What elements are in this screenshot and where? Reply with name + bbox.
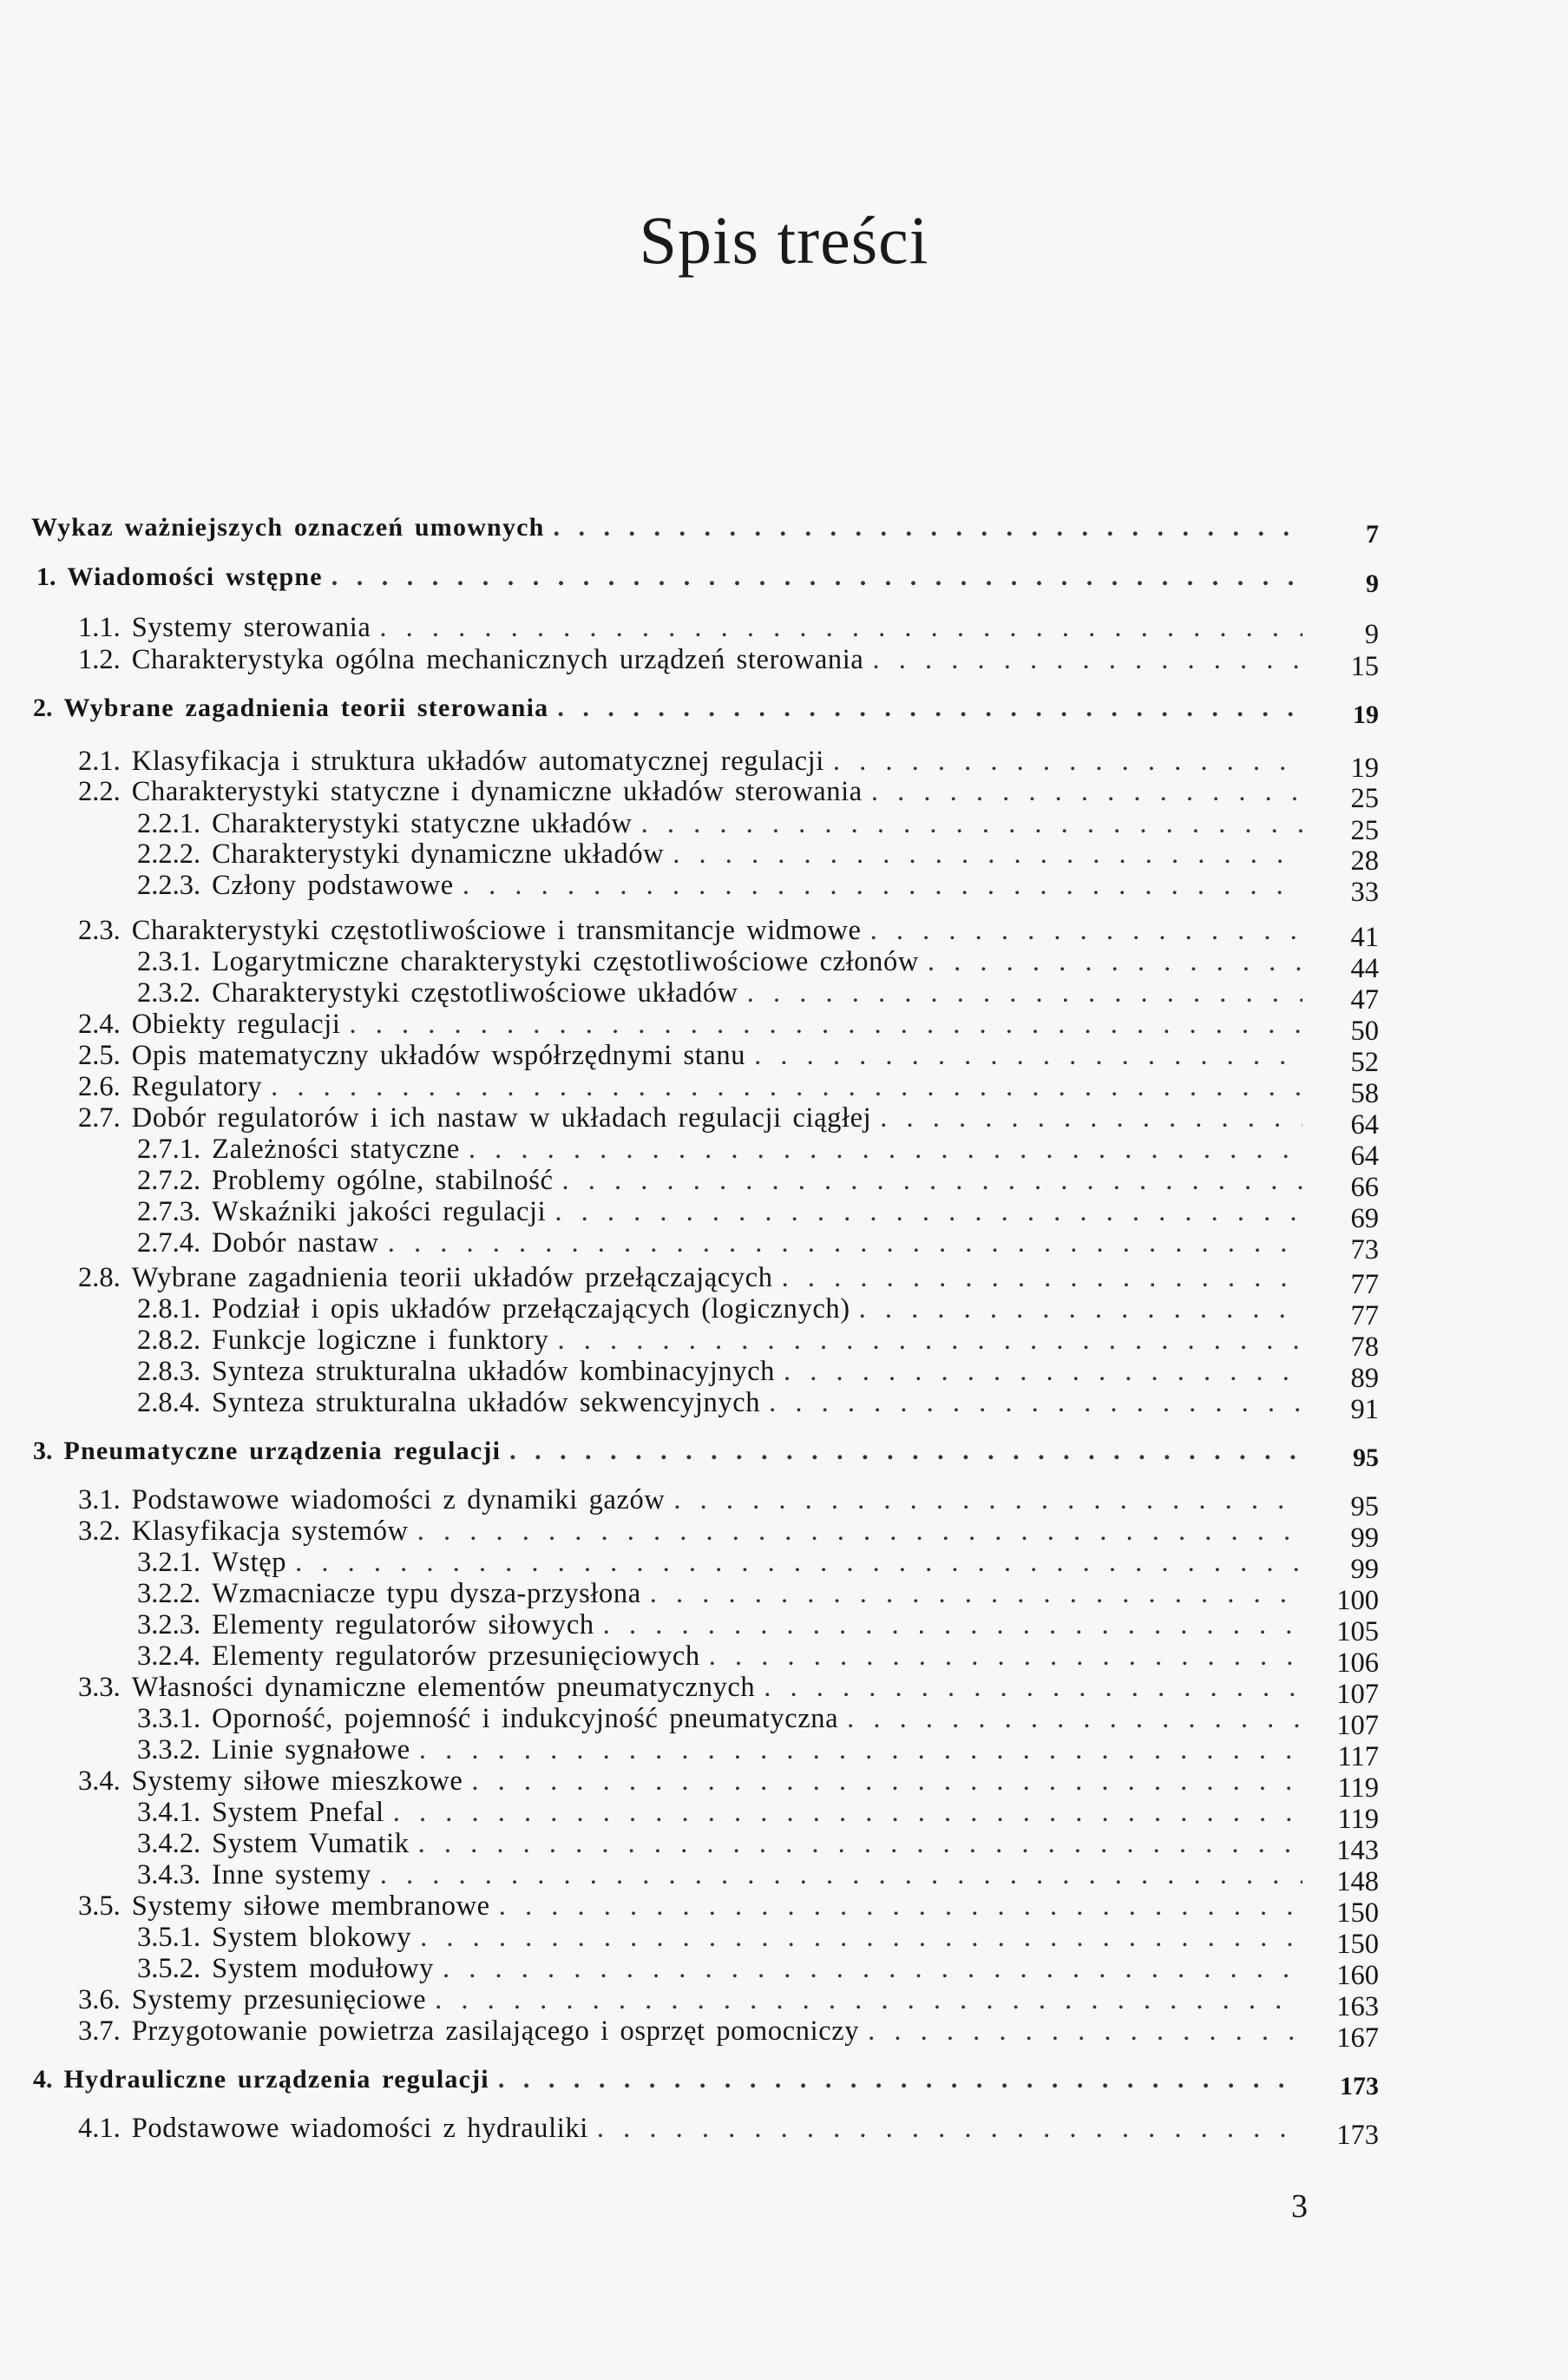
toc-entry-title: Charakterystyki dynamiczne układów	[212, 838, 665, 870]
toc-entry-number: 2.8.1.	[137, 1293, 201, 1325]
toc-entry-number: 2.1.	[78, 746, 121, 777]
toc-entry-number: 2.	[33, 694, 53, 722]
dot-leader	[469, 1132, 1302, 1167]
toc-entry-title: Obiekty regulacji	[131, 1009, 341, 1040]
toc-entry-page: 73	[1350, 1234, 1379, 1266]
toc-entry-page: 69	[1350, 1203, 1379, 1234]
toc-entry-title: System blokowy	[212, 1922, 412, 1953]
toc-entry-number: 2.6.	[78, 1071, 121, 1102]
toc-entry-number: 3.3.1.	[137, 1703, 201, 1734]
toc-entry-page: 163	[1336, 1991, 1379, 2022]
toc-entry-title: Podział i opis układów przełączających (logicznych)	[212, 1293, 850, 1325]
toc-entry-title: Charakterystyki częstotliwościowe układów	[212, 977, 738, 1009]
dot-leader	[331, 560, 1302, 595]
toc-entry-page: 66	[1350, 1172, 1379, 1203]
toc-entry-title: System Vumatik	[212, 1828, 410, 1859]
toc-entry	[78, 2111, 1379, 2151]
dot-leader	[833, 744, 1302, 779]
toc-entry	[78, 2014, 1379, 2054]
dot-leader	[554, 1194, 1302, 1229]
toc-entry-title: Systemy siłowe mieszkowe	[131, 1765, 463, 1797]
toc-entry-title: System Pnefal	[212, 1797, 384, 1828]
toc-entry	[137, 1194, 1379, 1234]
toc-entry-title: Charakterystyki statyczne i dynamiczne układów sterowania	[131, 776, 863, 807]
dot-leader	[388, 1226, 1302, 1260]
toc-entry	[137, 1920, 1379, 1960]
dot-leader	[295, 1545, 1302, 1580]
toc-entry-number: 2.7.2.	[137, 1165, 201, 1196]
toc-entry-number: 3.2.3.	[137, 1609, 201, 1640]
toc-entry-page: 47	[1350, 984, 1379, 1016]
toc-entry-number: 2.8.4.	[137, 1387, 201, 1418]
dot-leader	[380, 1857, 1302, 1892]
toc-entry-title: Inne systemy	[212, 1859, 371, 1890]
toc-entry-title: Charakterystyki częstotliwościowe i transmitancje widmowe	[131, 915, 862, 946]
toc-entry-title: Elementy regulatorów siłowych	[212, 1609, 594, 1640]
toc-entry	[137, 1226, 1379, 1266]
toc-entry-number: 2.5.	[78, 1040, 121, 1071]
toc-entry-number: 3.2.4.	[137, 1640, 201, 1672]
toc-entry-title: Wybrane zagadnienia teorii sterowania	[63, 694, 549, 722]
dot-leader	[443, 1951, 1302, 1986]
toc-entry-page: 100	[1336, 1585, 1379, 1616]
toc-entry-title: Hydrauliczne urządzenia regulacji	[63, 2065, 489, 2094]
toc-entry-title: Synteza strukturalna układów kombinacyjnych	[212, 1356, 775, 1387]
toc-entry-page: 150	[1336, 1929, 1379, 1960]
dot-leader	[498, 2062, 1302, 2097]
toc-entry-number: 2.3.	[78, 915, 121, 946]
toc-entry-number: 3.5.2.	[137, 1953, 201, 1984]
dot-leader	[379, 610, 1302, 645]
toc-entry-number: 3.6.	[78, 1984, 121, 2015]
toc-entry-number: 2.7.4.	[137, 1227, 201, 1259]
toc-entry-title: Problemy ogólne, stabilność	[212, 1165, 554, 1196]
toc-entry-number: 3.2.	[78, 1515, 121, 1547]
dot-leader	[871, 774, 1302, 809]
toc-entry	[78, 1889, 1379, 1929]
dot-leader	[557, 1323, 1302, 1358]
toc-entry-number: 4.	[33, 2065, 53, 2094]
toc-entry	[137, 806, 1379, 846]
dot-leader	[782, 1260, 1302, 1295]
dot-leader	[709, 1639, 1302, 1673]
toc-entry-title: Dobór regulatorów i ich nastaw w układach regulacji ciągłej	[131, 1102, 872, 1134]
dot-leader	[418, 1826, 1302, 1861]
toc-entry	[137, 1323, 1379, 1363]
toc-entry-number: 1.2.	[78, 644, 121, 675]
dot-leader	[673, 1483, 1302, 1517]
toc-entry-page: 9	[1364, 619, 1379, 650]
toc-entry	[78, 610, 1379, 650]
dot-leader	[435, 1982, 1302, 2017]
toc-entry-title: Klasyfikacja i struktura układów automatycznej regulacji	[131, 746, 824, 777]
toc-entry-title: Systemy siłowe membranowe	[131, 1890, 490, 1922]
toc-entry-title: Wybrane zagadnienia teorii układów przełączających	[131, 1262, 773, 1293]
toc-entry	[78, 1007, 1379, 1047]
toc-entry-number: 3.2.1.	[137, 1547, 201, 1578]
toc-entry-number: 3.7.	[78, 2015, 121, 2047]
dot-leader	[562, 1163, 1302, 1198]
toc-entry-page: 41	[1350, 922, 1379, 953]
toc-entry-page: 173	[1336, 2120, 1379, 2151]
dot-leader	[554, 510, 1302, 545]
dot-leader	[672, 837, 1302, 871]
toc-entry-page: 77	[1350, 1269, 1379, 1300]
toc-entry-page: 77	[1350, 1300, 1379, 1331]
toc-entry	[137, 1951, 1379, 1991]
dot-leader	[499, 1889, 1302, 1923]
toc-entry-page: 148	[1336, 1866, 1379, 1897]
toc-entry-page: 173	[1340, 2072, 1379, 2101]
dot-leader	[509, 1434, 1302, 1469]
toc-entry-title: Oporność, pojemność i indukcyjność pneumatyczna	[212, 1703, 839, 1734]
toc-entry-page: 58	[1350, 1078, 1379, 1109]
toc-entry-page: 106	[1336, 1647, 1379, 1679]
toc-entry-page: 64	[1350, 1109, 1379, 1141]
dot-leader	[463, 868, 1302, 903]
toc-entry-page: 119	[1337, 1772, 1379, 1804]
toc-entry-title: Przygotowanie powietrza zasilającego i osprzęt pomocniczy	[131, 2015, 860, 2047]
toc-entry-title: Podstawowe wiadomości z dynamiki gazów	[131, 1484, 666, 1515]
toc-entry-page: 160	[1336, 1960, 1379, 1991]
toc-entry	[137, 1132, 1379, 1172]
dot-leader	[847, 1701, 1302, 1736]
toc-entry-number: 3.5.	[78, 1890, 121, 1922]
toc-entry-title: Wskaźniki jakości regulacji	[212, 1196, 547, 1227]
dot-leader	[872, 642, 1302, 677]
toc-entry	[137, 1354, 1379, 1394]
toc-entry-number: 2.3.2.	[137, 977, 201, 1009]
toc-entry-title: Logarytmiczne charakterystyki częstotliwościowe członów	[212, 946, 919, 977]
toc-entry-page: 99	[1350, 1554, 1379, 1585]
toc-entry-page: 119	[1337, 1804, 1379, 1835]
toc-entry	[137, 1292, 1379, 1331]
toc-entry-number: 3.4.	[78, 1765, 121, 1797]
toc-entry	[78, 1038, 1379, 1078]
toc-entry-page: 15	[1350, 651, 1379, 682]
dot-leader	[557, 691, 1302, 726]
toc-entry-title: Wykaz ważniejszych oznaczeń umownych	[31, 513, 545, 542]
toc-entry-title: Dobór nastaw	[212, 1227, 379, 1259]
toc-entry-number: 3.2.2.	[137, 1578, 201, 1609]
toc-entry-page: 99	[1350, 1522, 1379, 1554]
toc-entry-page: 9	[1366, 569, 1379, 598]
toc-entry	[137, 1732, 1379, 1772]
toc-entry-number: 2.2.1.	[137, 808, 201, 839]
toc-entry-page: 19	[1350, 753, 1379, 784]
toc-entry	[31, 510, 1379, 549]
dot-leader	[880, 1101, 1302, 1135]
toc-entry-number: 2.7.3.	[137, 1196, 201, 1227]
dot-leader	[597, 2111, 1302, 2146]
dot-leader	[471, 1764, 1302, 1798]
toc-entry-page: 150	[1336, 1897, 1379, 1929]
toc-entry	[137, 1385, 1379, 1425]
toc-entry-number: 1.	[36, 562, 56, 591]
toc-entry	[33, 2062, 1379, 2101]
toc-entry	[78, 1260, 1379, 1300]
toc-entry-number: 2.8.3.	[137, 1356, 201, 1387]
toc-entry-page: 33	[1350, 877, 1379, 908]
toc-entry-number: 2.4.	[78, 1009, 121, 1040]
toc-entry-title: Pneumatyczne urządzenia regulacji	[63, 1437, 502, 1465]
toc-entry-page: 19	[1353, 700, 1379, 729]
toc-entry	[78, 744, 1379, 784]
toc-entry-title: Wzmacniacze typu dysza-przysłona	[212, 1578, 641, 1609]
toc-entry-number: 3.5.1.	[137, 1922, 201, 1953]
toc-entry	[137, 1639, 1379, 1679]
toc-entry	[137, 1607, 1379, 1647]
toc-entry-title: System modułowy	[212, 1953, 434, 1984]
toc-entry-number: 2.2.2.	[137, 838, 201, 870]
toc-entry-page: 95	[1353, 1443, 1379, 1472]
toc-entry-title: Regulatory	[131, 1071, 263, 1102]
toc-entry-title: Wstęp	[212, 1547, 287, 1578]
toc-entry	[137, 868, 1379, 908]
dot-leader	[603, 1607, 1302, 1642]
toc-entry-page: 50	[1350, 1016, 1379, 1047]
dot-leader	[764, 1670, 1302, 1705]
dot-leader	[417, 1514, 1302, 1548]
toc-entry	[78, 1982, 1379, 2022]
toc-entry-number: 2.7.	[78, 1102, 121, 1134]
toc-entry-page: 105	[1336, 1616, 1379, 1647]
toc-entry-title: Wiadomości wstępne	[67, 562, 323, 591]
dot-leader	[419, 1732, 1302, 1767]
toc-entry	[137, 1576, 1379, 1616]
toc-entry-page: 52	[1350, 1047, 1379, 1078]
toc-entry-number: 2.2.	[78, 776, 121, 807]
dot-leader	[271, 1069, 1302, 1104]
toc-entry-title: Charakterystyki statyczne układów	[212, 808, 633, 839]
toc-entry	[78, 1483, 1379, 1522]
toc-entry	[78, 642, 1379, 682]
toc-entry-page: 25	[1350, 815, 1379, 846]
toc-entry	[78, 1764, 1379, 1804]
toc-entry-number: 3.4.1.	[137, 1797, 201, 1828]
toc-entry	[137, 1701, 1379, 1741]
toc-entry	[137, 1545, 1379, 1585]
toc-entry-page: 44	[1350, 953, 1379, 984]
toc-entry-page: 89	[1350, 1363, 1379, 1394]
dot-leader	[747, 976, 1302, 1010]
toc-entry-number: 2.8.2.	[137, 1325, 201, 1356]
toc-entry-number: 4.1.	[78, 2113, 121, 2144]
toc-entry-page: 25	[1350, 783, 1379, 814]
toc-entry	[137, 976, 1379, 1016]
toc-entry	[78, 1069, 1379, 1109]
dot-leader	[784, 1354, 1302, 1389]
toc-entry-title: Systemy przesunięciowe	[131, 1984, 427, 2015]
toc-entry-title: Linie sygnałowe	[212, 1734, 410, 1765]
toc-entry	[137, 1826, 1379, 1866]
toc-entry-title: Elementy regulatorów przesunięciowych	[212, 1640, 700, 1672]
page-number: 3	[1291, 2188, 1308, 2225]
toc-entry	[78, 1514, 1379, 1554]
toc-entry-page: 167	[1336, 2022, 1379, 2054]
toc-entry	[137, 1857, 1379, 1897]
toc-entry-number: 3.3.2.	[137, 1734, 201, 1765]
toc-entry-page: 95	[1350, 1491, 1379, 1522]
toc-entry-page: 91	[1350, 1394, 1379, 1425]
page-title: Spis treści	[639, 202, 929, 278]
dot-leader	[349, 1007, 1302, 1042]
toc-entry-title: Charakterystyka ogólna mechanicznych urządzeń sterowania	[131, 644, 864, 675]
toc-entry	[137, 1163, 1379, 1203]
dot-leader	[641, 806, 1302, 841]
toc-entry-page: 107	[1336, 1710, 1379, 1741]
toc-entry-number: 2.2.3.	[137, 870, 201, 901]
dot-leader	[870, 913, 1302, 948]
toc-entry-title: Systemy sterowania	[131, 612, 371, 643]
toc-entry	[137, 944, 1379, 984]
toc-entry	[78, 1670, 1379, 1710]
toc-entry-number: 2.8.	[78, 1262, 121, 1293]
toc-entry-number: 3.3.	[78, 1672, 121, 1703]
toc-entry-page: 28	[1350, 845, 1379, 877]
toc-entry-title: Podstawowe wiadomości z hydrauliki	[131, 2113, 588, 2144]
toc-entry-number: 1.1.	[78, 612, 121, 643]
toc-entry-title: Własności dynamiczne elementów pneumatycznych	[131, 1672, 756, 1703]
toc-entry	[78, 913, 1379, 953]
toc-entry	[78, 1101, 1379, 1141]
dot-leader	[650, 1576, 1302, 1611]
toc-entry	[78, 774, 1379, 814]
toc-entry-page: 117	[1337, 1741, 1379, 1772]
toc-entry-number: 3.4.2.	[137, 1828, 201, 1859]
toc-entry-page: 107	[1336, 1679, 1379, 1710]
toc-entry-number: 3.	[33, 1437, 53, 1465]
toc-entry	[33, 691, 1379, 729]
dot-leader	[928, 944, 1302, 979]
toc-entry-title: Opis matematyczny układów współrzędnymi stanu	[131, 1040, 746, 1071]
toc-entry	[36, 560, 1379, 598]
toc-entry-page: 64	[1350, 1141, 1379, 1172]
toc-entry-title: Funkcje logiczne i funktory	[212, 1325, 549, 1356]
toc-entry	[137, 837, 1379, 877]
dot-leader	[420, 1920, 1302, 1955]
toc-entry-page: 78	[1350, 1331, 1379, 1363]
toc-entry	[33, 1434, 1379, 1472]
toc-entry-title: Synteza strukturalna układów sekwencyjnych	[212, 1387, 761, 1418]
toc-entry-title: Klasyfikacja systemów	[131, 1515, 409, 1547]
toc-entry-title: Zależności statyczne	[212, 1134, 460, 1165]
dot-leader	[754, 1038, 1302, 1073]
toc-entry-page: 7	[1366, 520, 1379, 549]
toc-entry-number: 2.7.1.	[137, 1134, 201, 1165]
toc-entry-page: 143	[1336, 1835, 1379, 1866]
toc-entry-title: Człony podstawowe	[212, 870, 454, 901]
dot-leader	[859, 1292, 1302, 1326]
toc-entry-number: 3.4.3.	[137, 1859, 201, 1890]
toc-entry-number: 2.3.1.	[137, 946, 201, 977]
toc-entry	[137, 1795, 1379, 1835]
dot-leader	[769, 1385, 1302, 1420]
toc-entry-number: 3.1.	[78, 1484, 121, 1515]
dot-leader	[868, 2014, 1302, 2048]
dot-leader	[393, 1795, 1302, 1830]
